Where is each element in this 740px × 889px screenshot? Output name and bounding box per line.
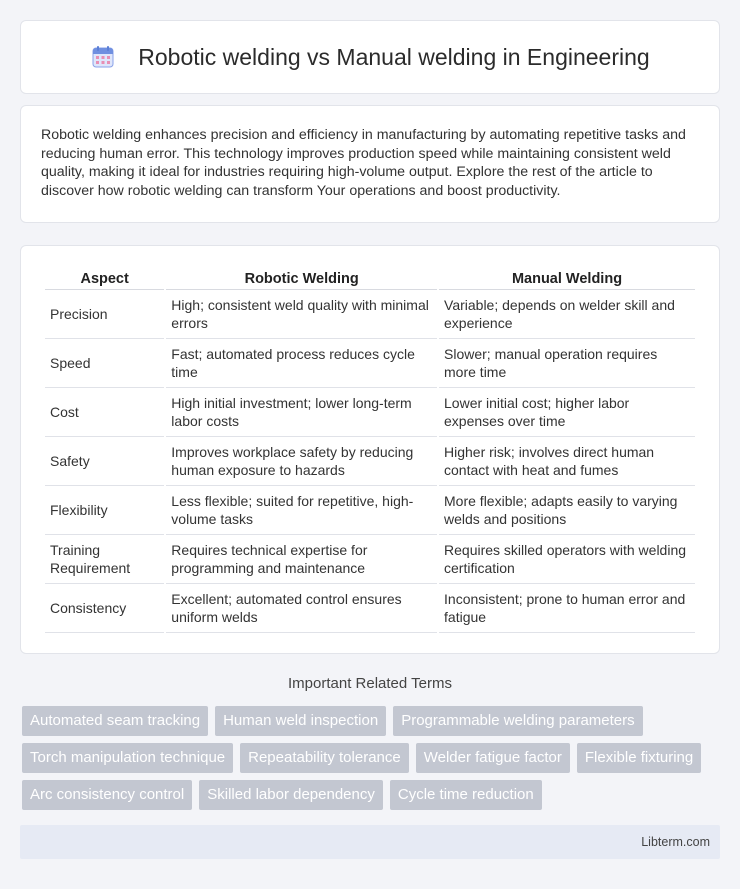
page-title: Robotic welding vs Manual welding in Engineering [138,43,650,70]
cell-manual: More flexible; adapts easily to varying welds and positions [439,486,695,535]
cell-manual: Slower; manual operation requires more time [439,339,695,388]
related-term-tag[interactable]: Programmable welding parameters [393,706,642,736]
related-term-tag[interactable]: Arc consistency control [22,780,192,810]
footer-site-link[interactable]: Libterm.com [641,835,710,849]
header-manual: Manual Welding [439,264,695,290]
related-term-tag[interactable]: Flexible fixturing [577,743,701,773]
cell-manual: Inconsistent; prone to human error and fatigue [439,584,695,633]
cell-aspect: Consistency [45,584,164,633]
table-row [45,290,695,339]
related-term-tag[interactable]: Torch manipulation technique [22,743,233,773]
comparison-table-card [20,245,720,654]
cell-manual: Requires skilled operators with welding certification [439,535,695,584]
cell-robotic: Improves workplace safety by reducing human exposure to hazards [166,437,437,486]
footer [20,825,720,859]
cell-manual: Lower initial cost; higher labor expenses over time [439,388,695,437]
comparison-table [43,264,697,633]
cell-robotic: High; consistent weld quality with minimal errors [166,290,437,339]
table-header-row [45,264,695,290]
cell-aspect: Speed [45,339,164,388]
intro-card [20,105,720,223]
cell-robotic: Fast; automated process reduces cycle time [166,339,437,388]
table-row [45,388,695,437]
header-robotic: Robotic Welding [166,264,437,290]
header-aspect: Aspect [45,264,164,290]
related-term-tag[interactable]: Repeatability tolerance [240,743,409,773]
related-terms-list [22,706,722,810]
table-row [45,535,695,584]
related-term-tag[interactable]: Skilled labor dependency [199,780,383,810]
related-term-tag[interactable]: Welder fatigue factor [416,743,570,773]
cell-aspect: Precision [45,290,164,339]
related-terms-title: Important Related Terms [288,675,452,692]
cell-robotic: High initial investment; lower long-term labor costs [166,388,437,437]
cell-aspect: Flexibility [45,486,164,535]
related-term-tag[interactable]: Cycle time reduction [390,780,542,810]
cell-robotic: Excellent; automated control ensures uniform welds [166,584,437,633]
cell-aspect: Cost [45,388,164,437]
intro-text: Robotic welding enhances precision and efficiency in manufacturing by automating repetitive tasks and reducing human error. This technology improves production speed while maintaining consistent weld quality, making it ideal for industries requiring high-volume output. Explore the rest of the article to discover how robotic welding can transform Your operations and boost productivity. [41,127,686,199]
table-row [45,437,695,486]
cell-aspect: Training Requirement [45,535,164,584]
table-row [45,486,695,535]
cell-robotic: Requires technical expertise for programming and maintenance [166,535,437,584]
cell-manual: Higher risk; involves direct human contact with heat and fumes [439,437,695,486]
calendar-icon [90,44,116,70]
title-wrap [90,44,649,71]
related-term-tag[interactable]: Automated seam tracking [22,706,208,736]
header-card [20,20,720,94]
related-term-tag[interactable]: Human weld inspection [215,706,386,736]
cell-aspect: Safety [45,437,164,486]
cell-manual: Variable; depends on welder skill and experience [439,290,695,339]
table-row [45,339,695,388]
table-row [45,584,695,633]
cell-robotic: Less flexible; suited for repetitive, high-volume tasks [166,486,437,535]
